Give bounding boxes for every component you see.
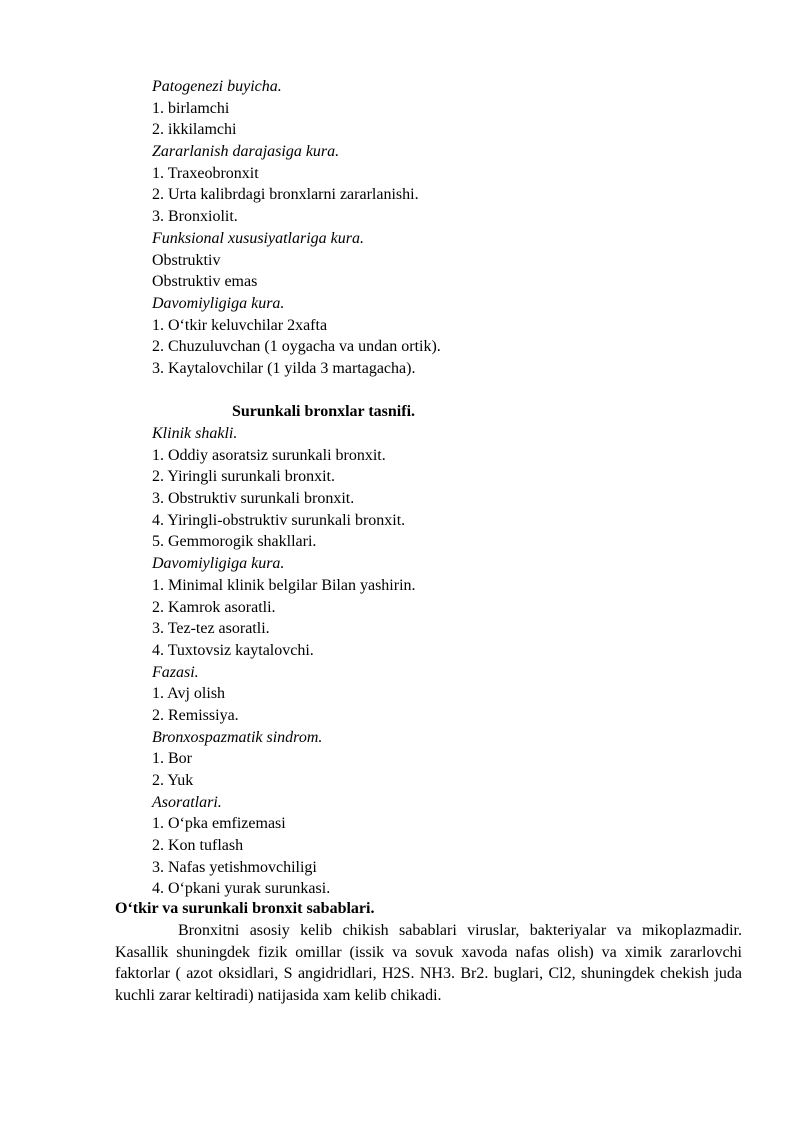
list-item: 1. Traxeobronxit bbox=[152, 164, 259, 182]
list-item: 2. Yuk bbox=[152, 772, 194, 789]
chronic-classification-title: Surunkali bronxlar tasnifi. bbox=[232, 403, 416, 421]
group-heading: Zararlanish darajasiga kura. bbox=[152, 143, 340, 161]
list-item: 2. Kamrok asoratli. bbox=[152, 598, 276, 616]
group-heading: Patogenezi buyicha. bbox=[152, 78, 282, 95]
group-heading: Davomiyligiga kura. bbox=[152, 555, 285, 573]
list-item: 4. O‘pkani yurak surunkasi. bbox=[152, 880, 331, 898]
list-item: 4. Yiringli-obstruktiv surunkali bronxit. bbox=[152, 511, 406, 529]
classification-lists bbox=[152, 76, 752, 900]
list-item: 2. Chuzuluvchan (1 oygacha va undan ortik). bbox=[152, 338, 441, 356]
list-item: Obstruktiv bbox=[152, 251, 221, 269]
group-heading: Bronxospazmatik sindrom. bbox=[152, 728, 323, 746]
list-item: 2. Yiringli surunkali bronxit. bbox=[152, 468, 335, 486]
list-item: Obstruktiv emas bbox=[152, 273, 258, 291]
group-heading: Funksional xususiyatlariga kura. bbox=[152, 229, 364, 247]
list-item: 3. Obstruktiv surunkali bronxit. bbox=[152, 490, 355, 508]
list-item: 2. Remissiya. bbox=[152, 706, 239, 724]
list-item: 3. Bronxiolit. bbox=[152, 208, 238, 226]
list-item: 3. Kaytalovchilar (1 yilda 3 martagacha). bbox=[152, 359, 416, 377]
list-item: 2. ikkilamchi bbox=[152, 121, 237, 139]
causes-paragraph: Bronxitni asosiy kelib chikish sabablari viruslar, bakteriyalar va mikoplazmadir. Kasallik shuningdek fizik omillar (issik va sovuk xavoda nafas olish) va ximik zararlovchi faktorlar ( azot oksidlari, S angidridlari, H2S. NH3. Br2. buglari, Cl2, shuningdek chekish juda kuchli zarar keltiradi) natijasida xam kelib chikadi. bbox=[115, 922, 742, 1005]
list-item: 1. O‘tkir keluvchilar 2xafta bbox=[152, 316, 328, 334]
list-item: 2. Kon tuflash bbox=[152, 837, 244, 855]
list-item: 1. birlamchi bbox=[152, 99, 230, 117]
list-item: 1. Minimal klinik belgilar Bilan yashirin. bbox=[152, 576, 416, 594]
causes-heading: O‘tkir va surunkali bronxit sabablari. bbox=[115, 900, 375, 917]
list-item: 1. Bor bbox=[152, 750, 192, 768]
list-item: 4. Tuxtovsiz kaytalovchi. bbox=[152, 641, 314, 659]
acute-classification bbox=[152, 76, 752, 380]
group-heading: Klinik shakli. bbox=[152, 425, 238, 442]
chronic-classification bbox=[152, 423, 752, 900]
list-item: 5. Gemmorogik shakllari. bbox=[152, 533, 317, 551]
list-item: 1. Oddiy asoratsiz surunkali bronxit. bbox=[152, 446, 386, 464]
group-heading: Fazasi. bbox=[152, 663, 199, 681]
list-item: 2. Urta kalibrdagi bronxlarni zararlanishi. bbox=[152, 186, 419, 204]
list-item: 1. Avj olish bbox=[152, 685, 226, 703]
group-heading: Davomiyligiga kura. bbox=[152, 294, 285, 312]
list-item: 1. O‘pka emfizemasi bbox=[152, 815, 286, 833]
spacer bbox=[152, 380, 752, 402]
list-item: 3. Tez-tez asoratli. bbox=[152, 620, 270, 638]
group-heading: Asoratlari. bbox=[152, 793, 222, 811]
list-item: 3. Nafas yetishmovchiligi bbox=[152, 858, 317, 876]
